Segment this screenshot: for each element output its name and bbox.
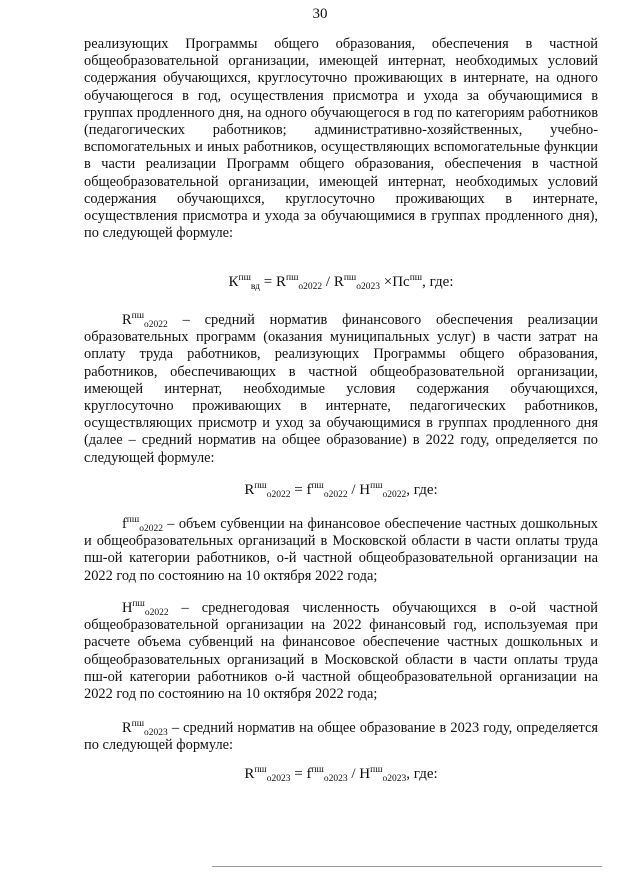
symbol-r-2023-def: $R^{пш}_{о2023}$ <box>122 719 168 738</box>
symbol-n-2022-def: $Н^{пш}_{о2022}$ <box>122 599 169 618</box>
symbol-pc: $Пс^{пш}$ <box>392 273 423 290</box>
paragraph-1: реализующих Программы общего образования, обеспечения в частной общеобразовательной организации, имеющей интернат, необходимых условий содержания обучающихся, круглосуточно проживающих в интернате, на одного обучающегося в год, осуществления присмотра и ухода за обучающимися в группах продленного дня, на одного обучающегося в год по категориям работников (педагогических работников; административно-хозяйственных, учебно-вспомогательных и иных работников, осуществляющих вспомогательные функции в части реализации Программ общего образования, обеспечения в частной общеобразовательной организации, имеющей интернат, необходимых условий содержания обучающихся, круглосуточно проживающих в интернате, осуществления присмотра и ухода за обучающимися в группах продленного дня), по следующей формуле: <box>84 36 598 242</box>
page-number: 30 <box>312 6 328 22</box>
definition-r-2023 <box>84 720 598 754</box>
symbol-r-2022-def: $R^{пш}_{о2022}$ <box>122 311 168 330</box>
scan-edge-line <box>212 866 602 867</box>
symbol-r-2023: $R^{пш}_{о2023}$ <box>333 273 380 292</box>
formula-r-2022: $R^{пш}_{о2022} = f^{пш}_{о2022} / Н^{пш}_{о2022}$, где: <box>244 481 438 500</box>
symbol-r-2022: $R^{пш}_{о2022}$ <box>275 273 323 292</box>
definition-r-2022 <box>84 312 598 467</box>
formula-r-2023: $R^{пш}_{о2023} = f^{пш}_{о2023} / Н^{пш}_{о2023}$, где: <box>244 765 438 784</box>
definition-r-2023-text: – средний норматив на общее образование в 2023 году, определяется по следующей формуле: <box>84 720 598 754</box>
symbol-k-vd: $К^{пш}_{вд}$ <box>228 273 261 292</box>
definition-r-2022-text: – средний норматив финансового обеспечения реализации образовательных программ (оказания муниципальных услуг) в части затрат на оплату труда работников, реализующих Программы общего образования, работников, обеспечивающих в частной общеобразовательной организации, имеющей интернат, необходимые условия содержания обучающихся, круглосуточно проживающих в интернате, педагогических работников, осуществляющих присмотр и уход за обучающимися в группах продленного дня (далее – средний норматив на общее образование) в 2022 году, определяется по следующей формуле: <box>84 312 598 466</box>
definition-f-2022-text: – объем субвенции на финансовое обеспечение частных дошкольных и общеобразовательных организаций в Московской области в части оплаты труда пш-ой категории работников, о-й частной общеобразовательной организации на 2022 год по состоянию на 10 октября 2022 года; <box>84 516 598 584</box>
definition-n-2022-text: – среднегодовая численность обучающихся в о-ой частной общеобразовательной организации на 2022 финансовый год, используемая при расчете объема субвенций на финансовое обеспечение частных дошкольных и общеобразовательных организаций в Московской области в части оплаты труда пш-ой категории работников о-й частной общеобразовательной организации на 2022 год по состоянию на 10 октября 2022 года; <box>84 600 598 703</box>
symbol-f-2022-def: $f^{пш}_{о2022}$ <box>122 515 163 534</box>
formula-k-vd: $К^{пш}_{вд} = R^{пш}_{о2022} / R^{пш}_{о2023} \times Пс^{пш}$, где: <box>228 273 454 292</box>
definition-f-2022 <box>84 516 598 585</box>
definition-n-2022 <box>84 600 598 703</box>
